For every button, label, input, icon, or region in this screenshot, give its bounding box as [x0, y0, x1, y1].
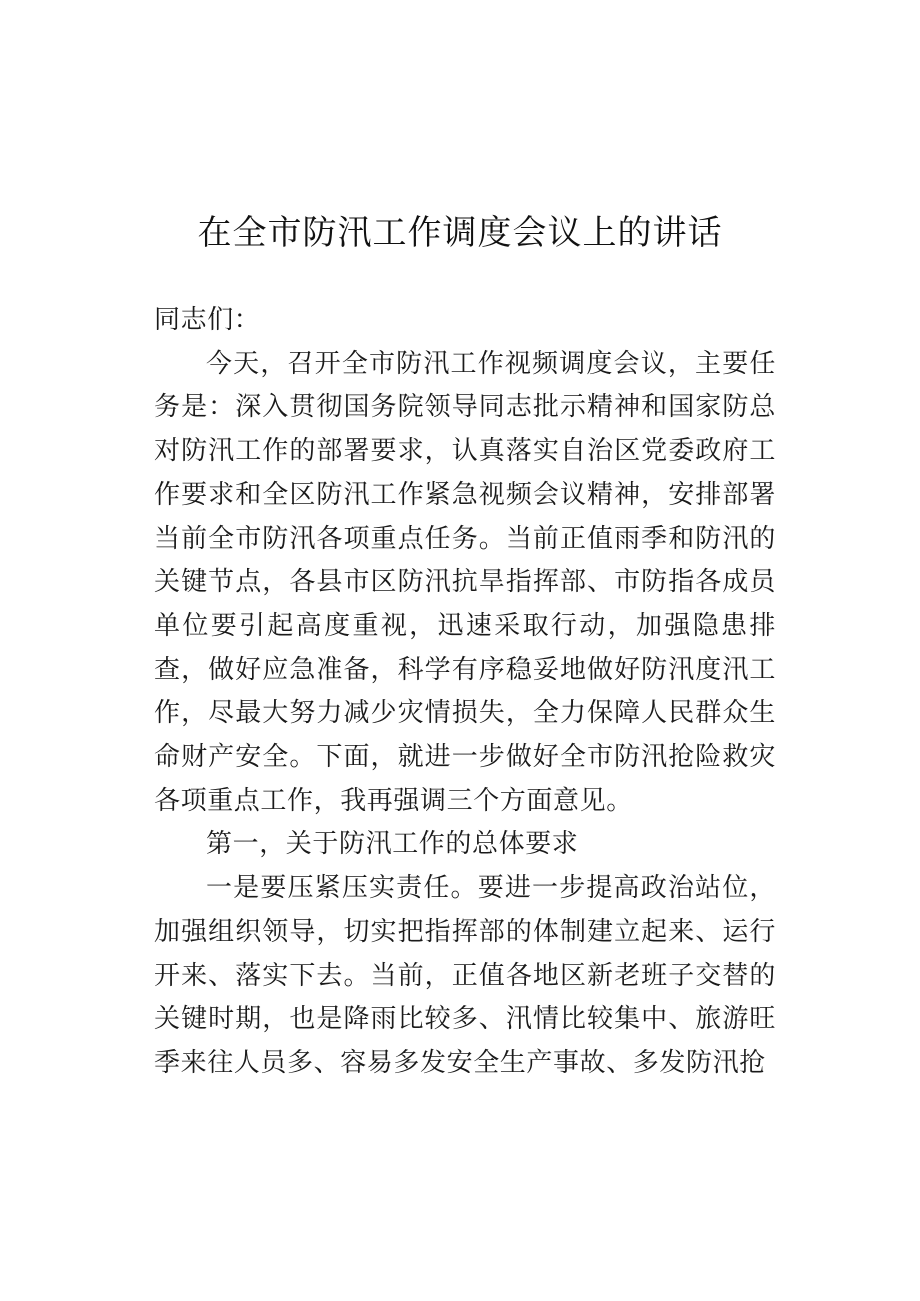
salutation: 同志们：	[154, 305, 261, 335]
section-heading-first: 第一，关于防汛工作的总体要求	[206, 829, 579, 860]
paragraph-intro: 今天，召开全市防汛工作视频调度会议，主要任务是：深入贯彻国务院领导同志批示精神和国家防总对防汛工作的部署要求，认真落实自治区党委政府工作要求和全区防汛工作紧急视频会议精神，安排部署当前全市防汛各项重点任务。当前正值雨季和防汛的关键节点，各县市区防汛抗旱指挥部、市防指各成员单位要引起高度重视，迅速采取行动，加强隐患排查，做好应急准备，科学有序稳妥地做好防汛度汛工作，尽最大努力减少灾情损失，全力保障人民群众生命财产安全。下面，就进一步做好全市防汛抢险救灾各项重点工作，我再强调三个方面意见。	[154, 348, 776, 816]
document-body	[154, 299, 776, 1086]
paragraph-first-point: 一是要压紧压实责任。要进一步提高政治站位，加强组织领导，切实把指挥部的体制建立起来、运行开来、落实下去。当前，正值各地区新老班子交替的关键时期，也是降雨比较多、汛情比较集中、旅游旺季来往人员多、容易多发安全生产事故、多发防汛抢	[154, 873, 776, 1078]
document-title: 在全市防汛工作调度会议上的讲话	[197, 213, 723, 253]
